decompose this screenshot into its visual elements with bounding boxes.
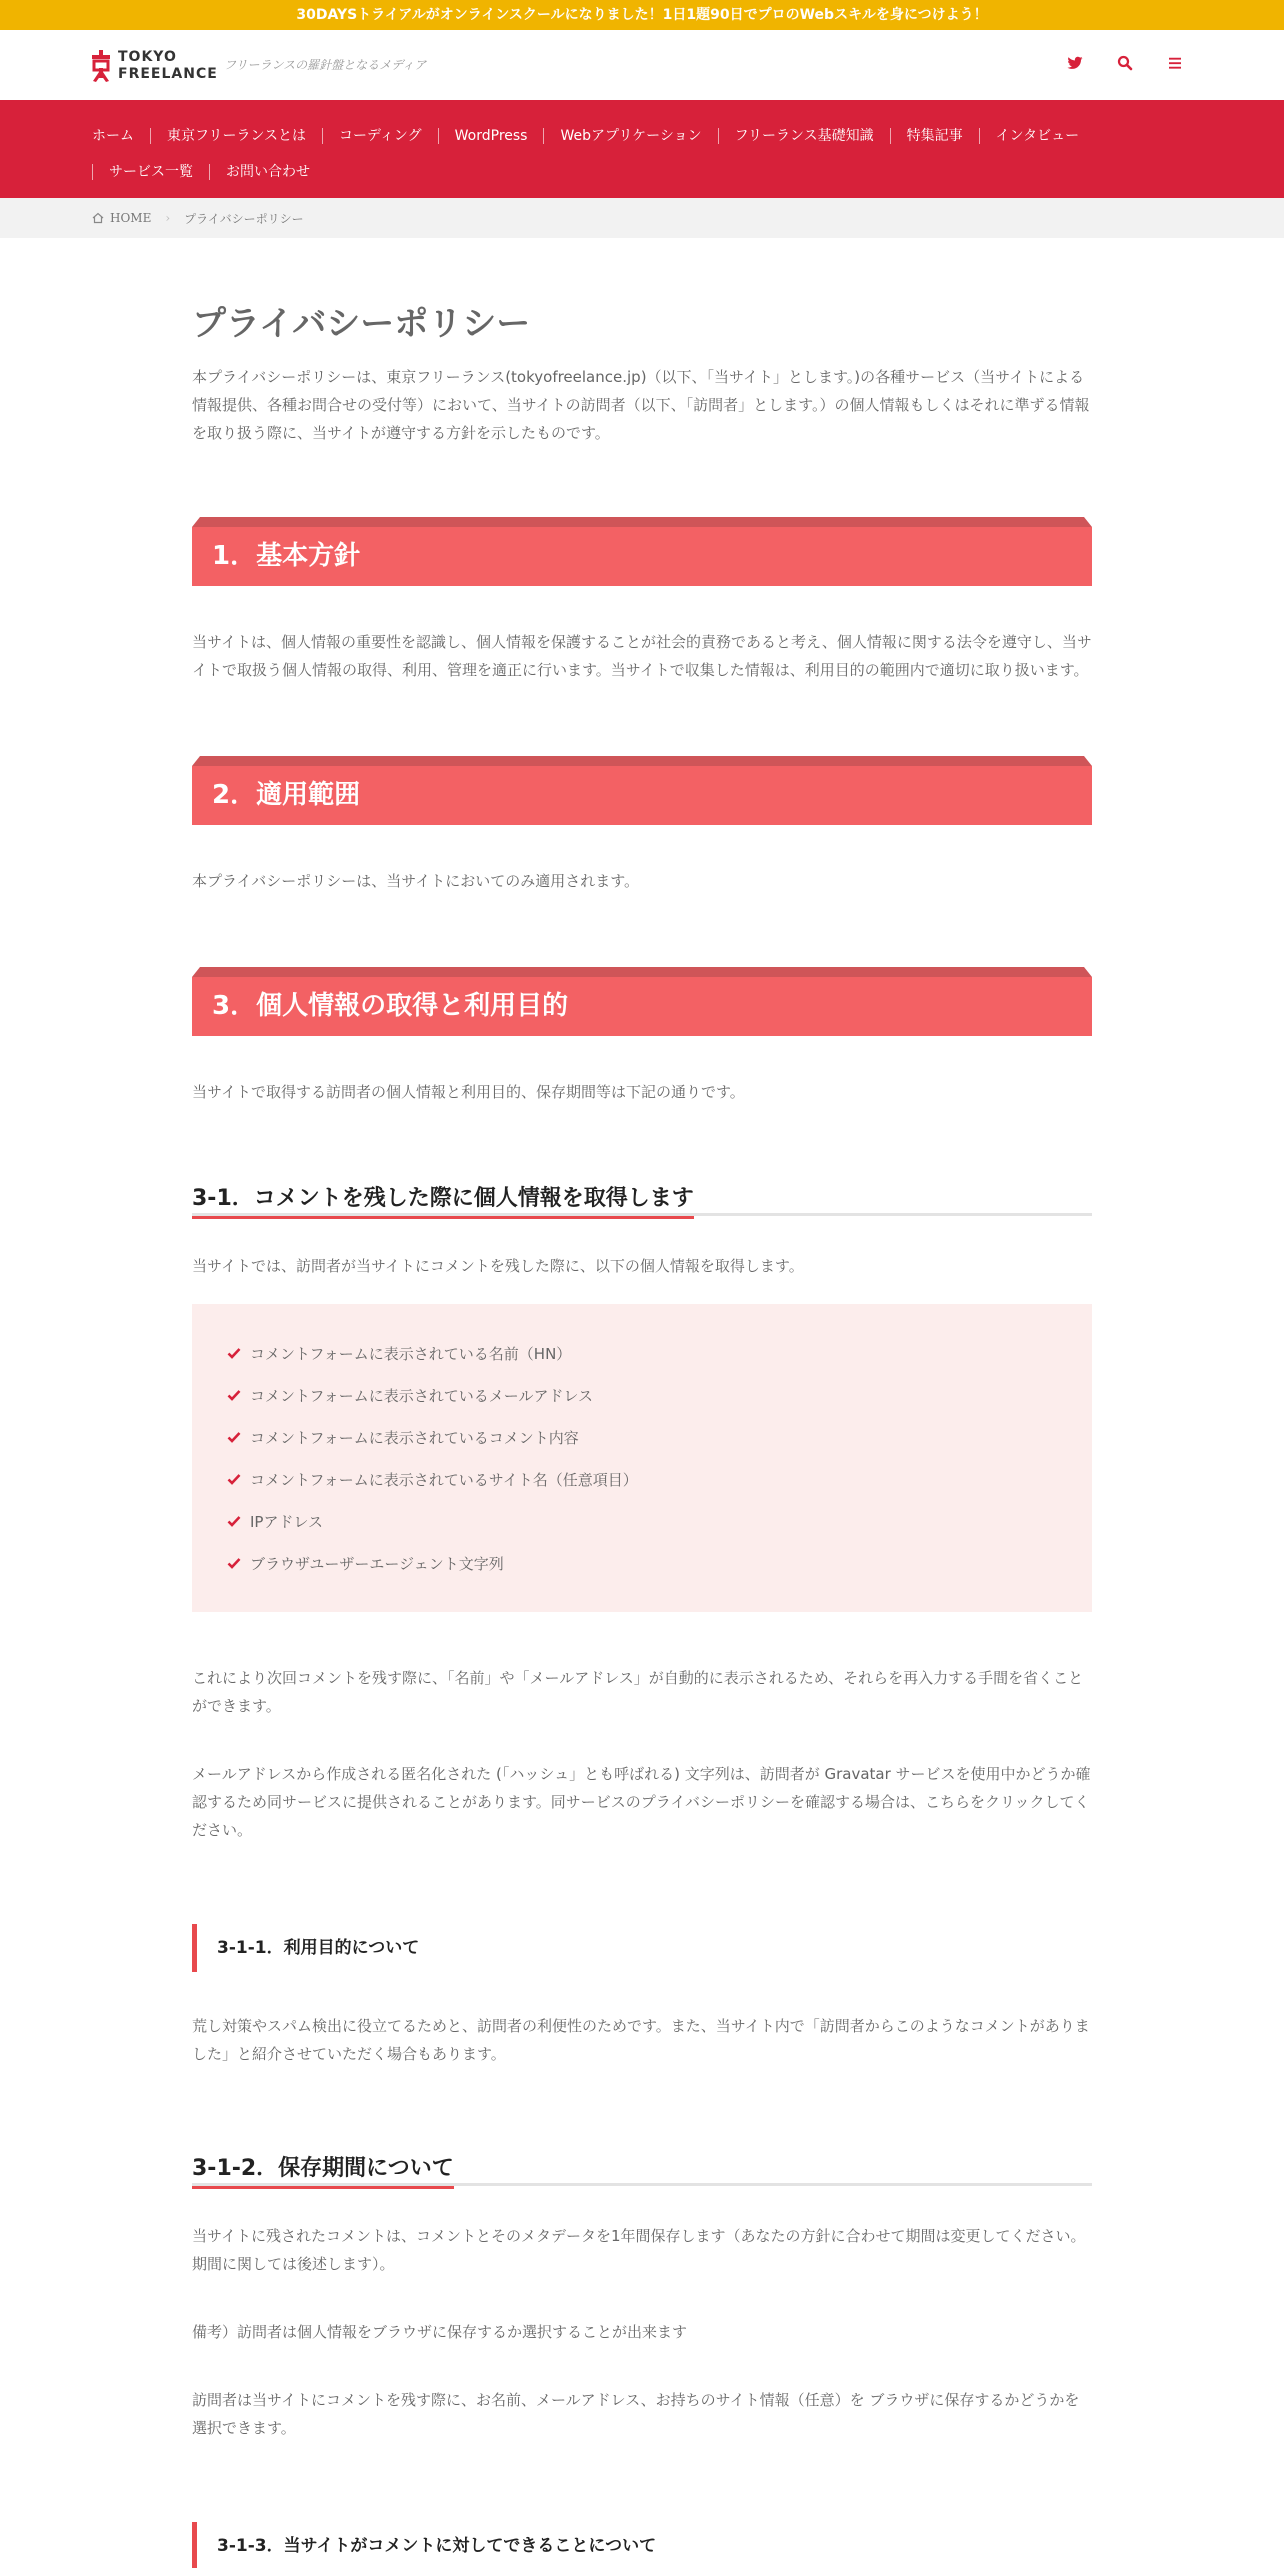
nav-item-services[interactable]: サービス一覧 <box>92 164 209 180</box>
main-content <box>192 238 1092 2568</box>
section-heading-3-text: 3．個人情報の取得と利用目的 <box>192 977 1092 1036</box>
breadcrumb <box>0 198 1284 238</box>
list-item <box>226 1542 1058 1584</box>
subsection-3-1-2-text-1: 当サイトに残されたコメントは、コメントとそのメタデータを1年間保存します（あなたの方針に合わせて期間は変更してください。期間に関しては後述します）。 <box>192 2227 1086 2273</box>
list-item <box>226 1458 1058 1500</box>
logo-line-2: FREELANCE <box>118 66 218 82</box>
check-icon <box>226 1387 242 1403</box>
nav-item-contact[interactable]: お問い合わせ <box>209 164 326 180</box>
subsection-heading-3-1-text: 3-1．コメントを残した際に個人情報を取得します <box>192 1181 694 1219</box>
section-heading-2 <box>192 756 1092 825</box>
list-item-text: コメントフォームに表示されているメールアドレス <box>250 1386 594 1405</box>
subsection-heading-3-1-1: 3-1-1．利用目的について <box>192 1924 1092 1972</box>
subsection-3-1-2-text-2: 備考）訪問者は個人情報をブラウザに保存するか選択することが出来ます <box>192 2323 688 2341</box>
subsection-heading-3-1-3: 3-1-3．当サイトがコメントに対してできることについて <box>192 2522 1092 2568</box>
check-icon <box>226 1429 242 1445</box>
section-3-text: 当サイトで取得する訪問者の個人情報と利用目的、保存期間等は下記の通りです。 <box>192 1083 745 1101</box>
section-heading-2-text: 2．適用範囲 <box>192 766 1092 825</box>
section-heading-1-text: 1．基本方針 <box>192 527 1092 586</box>
breadcrumb-home[interactable]: HOME <box>110 211 152 225</box>
collected-info-list <box>192 1304 1092 1612</box>
check-icon <box>226 1471 242 1487</box>
subsection-3-1-after-1: これにより次回コメントを残す際に、「名前」や「メールアドレス」が自動的に表示されるため、それらを再入力する手間を省くことができます。 <box>192 1669 1084 1715</box>
search-icon[interactable] <box>1116 54 1134 72</box>
check-icon <box>226 1345 242 1361</box>
nav-item-basics[interactable]: フリーランス基礎知識 <box>718 128 890 144</box>
nav-item-interview[interactable]: インタビュー <box>979 128 1095 144</box>
subsection-3-1-1-text: 荒し対策やスパム検出に役立てるためと、訪問者の利便性のためです。また、当サイト内で「訪問者からこのようなコメントがありました」と紹介させていただく場合もあります。 <box>192 2017 1090 2063</box>
list-item-text: コメントフォームに表示されているコメント内容 <box>250 1428 579 1447</box>
page-title: プライバシーポリシー <box>192 304 531 344</box>
nav-item-webapp[interactable]: Webアプリケーション <box>543 128 717 144</box>
section-1-text: 当サイトは、個人情報の重要性を認識し、個人情報を保護することが社会的責務であると考え、個人情報に関する法令を遵守し、当サイトで取扱う個人情報の取得、利用、管理を適正に行います。当サイトで収集した情報は、利用目的の範囲内で適切に取り扱います。 <box>192 633 1092 679</box>
logo-line-1: TOKYO <box>118 49 177 65</box>
subsection-heading-3-1-2 <box>192 2148 1092 2186</box>
home-icon <box>92 212 104 224</box>
breadcrumb-current: プライバシーポリシー <box>184 211 304 226</box>
subsection-heading-3-1-2-text: 3-1-2．保存期間について <box>192 2151 454 2189</box>
intro-text: 本プライバシーポリシーは、東京フリーランス(tokyofreelance.jp)（以下、「当サイト」とします。)の各種サービス（当サイトによる情報提供、各種お問合せの受付等）において、当サイトの訪問者（以下、「訪問者」とします。）の個人情報もしくはそれに準ずる情報を取り扱う際に、当サイトが遵守する方針を示したものです。 <box>192 368 1090 442</box>
section-2-text: 本プライバシーポリシーは、当サイトにおいてのみ適用されます。 <box>192 872 640 890</box>
list-item <box>226 1332 1058 1374</box>
twitter-icon[interactable] <box>1066 54 1084 72</box>
subsection-3-1-after-2: メールアドレスから作成される匿名化された (「ハッシュ」とも呼ばれる) 文字列は、訪問者が Gravatar サービスを使用中かどうか確認するため同サービスに提供されることがあります。同サービスのプライバシーポリシーを確認する場合は、こちらをクリックしてください。 <box>192 1765 1091 1839</box>
menu-icon[interactable] <box>1166 54 1184 72</box>
section-heading-1 <box>192 517 1092 586</box>
subsection-3-1-text: 当サイトでは、訪問者が当サイトにコメントを残した際に、以下の個人情報を取得します。 <box>192 1257 804 1275</box>
site-logo[interactable] <box>92 49 218 83</box>
list-item <box>226 1374 1058 1416</box>
logo-mark-icon <box>92 50 110 82</box>
nav-item-features[interactable]: 特集記事 <box>890 128 979 144</box>
announcement-bar[interactable]: 30DAYSトライアルがオンラインスクールになりました！1日1題90日でプロのWebスキルを身につけよう！ <box>0 0 1284 30</box>
nav-item-about[interactable]: 東京フリーランスとは <box>150 128 322 144</box>
list-item-text: IPアドレス <box>250 1512 324 1531</box>
nav-item-coding[interactable]: コーディング <box>322 128 438 144</box>
subsection-3-1-2-text-3: 訪問者は当サイトにコメントを残す際に、お名前、メールアドレス、お持ちのサイト情報（任意）を ブラウザに保存するかどうかを選択できます。 <box>192 2391 1080 2437</box>
section-heading-3 <box>192 967 1092 1036</box>
list-item <box>226 1500 1058 1542</box>
list-item-text: コメントフォームに表示されているサイト名（任意項目） <box>250 1470 638 1489</box>
nav-item-home[interactable]: ホーム <box>92 128 134 144</box>
list-item <box>226 1416 1058 1458</box>
global-nav <box>0 100 1284 198</box>
list-item-text: コメントフォームに表示されている名前（HN） <box>250 1344 572 1363</box>
check-icon <box>226 1555 242 1571</box>
breadcrumb-chevron-icon: › <box>165 211 171 225</box>
subsection-heading-3-1 <box>192 1178 1092 1216</box>
site-header <box>0 30 1284 100</box>
site-tagline: フリーランスの羅針盤となるメディア <box>224 58 427 72</box>
list-item-text: ブラウザユーザーエージェント文字列 <box>250 1554 504 1573</box>
check-icon <box>226 1513 242 1529</box>
nav-item-wordpress[interactable]: WordPress <box>438 128 544 144</box>
